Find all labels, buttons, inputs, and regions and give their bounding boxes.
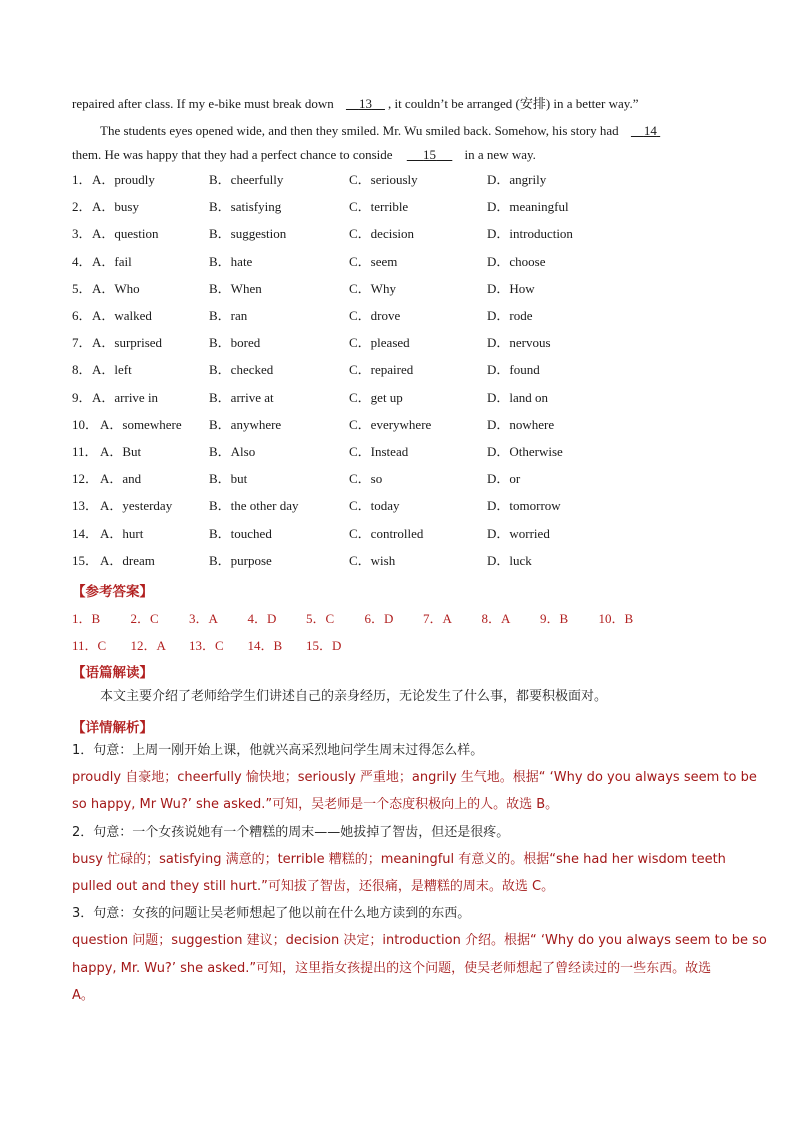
option-b[interactable]: B．satisfying <box>209 199 282 215</box>
option-c[interactable]: C．seriously <box>349 172 418 187</box>
question-number: 6． <box>72 308 92 323</box>
option-a[interactable]: A．walked <box>92 308 152 323</box>
passage-text: in a new way. <box>464 147 536 162</box>
option-c[interactable]: C．terrible <box>349 199 409 215</box>
answer-item: 14．B <box>247 638 283 653</box>
question-number: 9． <box>72 389 92 405</box>
analysis-line: question 问题；suggestion 建议；decision 决定；introduction 介绍。根据“ ‘Why do you always seem to be so <box>72 933 767 949</box>
question-number: 8． <box>72 362 92 378</box>
option-a[interactable]: A．dream <box>100 552 155 568</box>
reading-title: 【语篇解读】 <box>72 665 153 681</box>
question-number: 11． <box>72 444 98 459</box>
question-number: 7． <box>72 335 92 351</box>
option-d[interactable]: D．nowhere <box>487 416 555 432</box>
option-c[interactable]: C．get up <box>349 389 403 405</box>
analysis-title: 【详情解析】 <box>72 720 153 736</box>
option-b[interactable]: B．anywhere <box>209 416 282 432</box>
answer-item: 15．D <box>306 638 342 653</box>
option-c[interactable]: C．repaired <box>349 362 414 378</box>
passage-text: , it couldn’t be arranged (安排) in a better way.” <box>387 96 639 111</box>
question-number: 1． <box>72 172 92 187</box>
option-a[interactable]: A．But <box>100 444 142 459</box>
option-c[interactable]: C．drove <box>349 308 401 323</box>
option-a[interactable]: A．hurt <box>100 525 144 541</box>
option-a[interactable]: A．question <box>92 226 159 242</box>
question-number: 3． <box>72 226 92 242</box>
blank-13: 13 <box>358 96 372 111</box>
option-d[interactable]: D．angrily <box>487 172 547 187</box>
answer-item: 8．A <box>481 611 511 626</box>
answer-item: 3．A <box>189 611 218 626</box>
answer-item: 12．A <box>130 638 166 653</box>
analysis-line: happy, Mr. Wu?’ she asked.”可知，这里指女孩提出的这个问题，使吴老师想起了曾经读过的一些东西。故选 <box>72 960 712 976</box>
option-c[interactable]: C．decision <box>349 226 414 242</box>
question-number: 4． <box>72 253 92 269</box>
analysis-line: so happy, Mr Wu?’ she asked.”可知，吴老师是一个态度积极向上的人。故选 B。 <box>72 797 559 813</box>
analysis-line: A。 <box>72 987 94 1003</box>
option-a[interactable]: A．somewhere <box>100 416 182 432</box>
passage-text: repaired after class. If my e-bike must break down <box>72 96 334 111</box>
option-b[interactable]: B．When <box>209 280 262 296</box>
option-d[interactable]: D．Otherwise <box>487 444 563 459</box>
option-c[interactable]: C．everywhere <box>349 416 432 432</box>
option-c[interactable]: C．Why <box>349 280 396 296</box>
option-d[interactable]: D．choose <box>487 253 546 269</box>
option-a[interactable]: A．surprised <box>92 335 163 351</box>
option-d[interactable]: D．land on <box>487 389 549 405</box>
reading-text: 本文主要介绍了老师给学生们讲述自己的亲身经历，无论发生了什么事，都要积极面对。 <box>100 689 608 704</box>
analysis-line: proudly 自豪地；cheerfully 愉快地；seriously 严重地；angrily 生气地。根据“ ‘Why do you always seem to be <box>72 770 757 786</box>
analysis-line: pulled out and they still hurt.”可知拔了智齿，还很痛，是糟糕的周末。故选 C。 <box>72 879 555 894</box>
answer-item: 11．C <box>72 638 107 653</box>
answer-item: 9．B <box>540 611 569 626</box>
option-d[interactable]: D．rode <box>487 308 533 323</box>
option-a[interactable]: A．busy <box>92 199 139 215</box>
option-d[interactable]: D．introduction <box>487 226 573 242</box>
option-c[interactable]: C．pleased <box>349 335 410 351</box>
option-b[interactable]: B．touched <box>209 525 272 541</box>
option-a[interactable]: A．arrive in <box>92 389 159 405</box>
option-b[interactable]: B．cheerfully <box>209 172 284 187</box>
blank-14: 14 <box>643 123 657 138</box>
option-b[interactable]: B．purpose <box>209 552 272 568</box>
option-b[interactable]: B．arrive at <box>209 389 274 405</box>
option-c[interactable]: C．today <box>349 498 400 514</box>
option-c[interactable]: C．controlled <box>349 525 424 541</box>
question-number: 13． <box>72 498 99 514</box>
option-d[interactable]: D．found <box>487 362 540 378</box>
question-number: 14． <box>72 525 99 541</box>
option-c[interactable]: C．Instead <box>349 444 409 459</box>
option-a[interactable]: A．yesterday <box>100 498 173 514</box>
passage-line-2 <box>100 123 663 139</box>
passage-text: The students eyes opened wide, and then they smiled. Mr. Wu smiled back. Somehow, his story had <box>100 123 619 138</box>
answer-item: 5．C <box>306 611 335 626</box>
option-a[interactable]: A．fail <box>92 253 132 269</box>
option-a[interactable]: A．and <box>100 471 142 487</box>
option-d[interactable]: D．or <box>487 471 521 487</box>
option-b[interactable]: B．bored <box>209 335 261 351</box>
analysis-line: 3．句意：女孩的问题让吴老师想起了他以前在什么地方读到的东西。 <box>72 906 471 922</box>
passage-line-1 <box>72 96 638 112</box>
question-number: 5． <box>72 280 92 296</box>
option-d[interactable]: D．meaningful <box>487 199 569 215</box>
answer-item: 2．C <box>130 611 159 626</box>
answer-item: 6．D <box>364 611 394 626</box>
option-c[interactable]: C．wish <box>349 552 396 568</box>
answers-title: 【参考答案】 <box>72 584 153 600</box>
question-number: 12． <box>72 471 99 487</box>
option-b[interactable]: B．suggestion <box>209 226 287 242</box>
option-b[interactable]: B．Also <box>209 444 256 459</box>
option-c[interactable]: C．seem <box>349 253 398 269</box>
option-d[interactable]: D．luck <box>487 552 532 568</box>
option-d[interactable]: D．worried <box>487 525 550 541</box>
option-b[interactable]: B．the other day <box>209 498 299 514</box>
option-d[interactable]: D．nervous <box>487 335 551 351</box>
option-b[interactable]: B．ran <box>209 308 248 323</box>
blank-15: 15 <box>423 147 437 162</box>
option-a[interactable]: A．proudly <box>92 172 155 187</box>
passage-line-3 <box>72 147 536 163</box>
analysis-line: 1．句意：上周一刚开始上课，他就兴高采烈地问学生周末过得怎么样。 <box>72 743 484 758</box>
option-b[interactable]: B．but <box>209 471 248 487</box>
answer-item: 13．C <box>189 638 224 653</box>
option-c[interactable]: C．so <box>349 471 383 487</box>
option-d[interactable]: D．tomorrow <box>487 498 561 514</box>
option-b[interactable]: B．checked <box>209 362 274 378</box>
option-a[interactable]: A．Who <box>92 280 140 296</box>
option-d[interactable]: D．How <box>487 280 535 296</box>
passage-text: them. He was happy that they had a perfect chance to conside <box>72 147 393 162</box>
analysis-line: 2．句意：一个女孩说她有一个糟糕的周末——她拔掉了智齿，但还是很疼。 <box>72 824 510 840</box>
answer-item: 7．A <box>423 611 452 626</box>
option-b[interactable]: B．hate <box>209 253 253 269</box>
answer-item: 10．B <box>598 611 634 626</box>
question-number: 2． <box>72 199 92 215</box>
answer-item: 1．B <box>72 611 101 626</box>
question-number: 10． <box>72 416 99 432</box>
option-a[interactable]: A．left <box>92 362 132 378</box>
answer-item: 4．D <box>247 611 277 626</box>
analysis-line: busy 忙碌的；satisfying 满意的；terrible 糟糕的；meaningful 有意义的。根据“she had her wisdom teeth <box>72 851 726 867</box>
question-number: 15． <box>72 552 99 568</box>
